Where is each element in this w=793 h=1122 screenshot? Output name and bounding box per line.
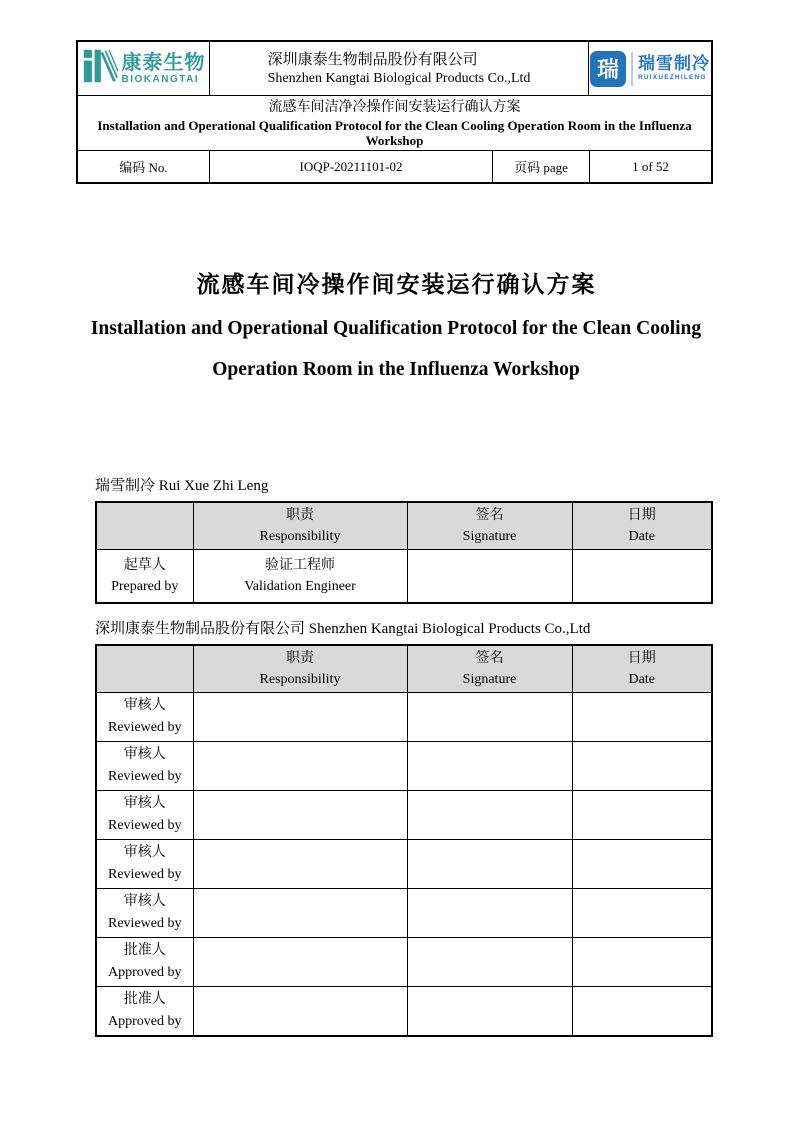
date-cell xyxy=(572,791,712,840)
date-cell xyxy=(572,987,712,1037)
kangtai-logo-en: BIOKANGTAI xyxy=(121,73,200,85)
responsibility-cell xyxy=(193,742,407,791)
kangtai-logo xyxy=(78,42,210,95)
role-cell: 审核人 Reviewed by xyxy=(96,840,193,889)
role-cell: 审核人 Reviewed by xyxy=(96,889,193,938)
kangtai-logo-zh: 康泰生物 xyxy=(121,51,206,74)
header-doc-title-en: Installation and Operational Qualification Protocol for the Clean Cooling Operation Room in the Influenza Workshop xyxy=(97,118,692,148)
responsibility-cell xyxy=(193,693,407,742)
signature-table-ruixue xyxy=(95,501,713,604)
main-title-zh: 流感车间冷操作间安装运行确认方案 xyxy=(196,272,597,297)
ruixue-logo-en: RUIXUEZHILENG xyxy=(638,74,707,82)
responsibility-cell xyxy=(193,791,407,840)
role-cell: 审核人 Reviewed by xyxy=(96,693,193,742)
table-header-row xyxy=(96,502,712,550)
signature-cell xyxy=(407,791,572,840)
date-cell xyxy=(572,840,712,889)
ruixue-logo-zh: 瑞雪制冷 xyxy=(638,54,710,74)
signature-cell xyxy=(407,742,572,791)
table-row-prepared-by xyxy=(96,550,712,604)
table-row-reviewed-by xyxy=(96,742,712,791)
role-cell: 批准人 Approved by xyxy=(96,938,193,987)
header-doc-title-row xyxy=(78,95,711,150)
page-number-label: 页码 page xyxy=(493,151,590,182)
responsibility-cell: 验证工程师 Validation Engineer xyxy=(193,550,407,604)
document-header xyxy=(76,40,713,184)
header-cell-date: 日期 Date xyxy=(572,645,712,693)
signature-cell xyxy=(407,550,572,604)
ruixue-logo-icon: 瑞 xyxy=(590,51,626,87)
signature-table-kangtai xyxy=(95,644,713,1037)
role-cell: 批准人 Approved by xyxy=(96,987,193,1037)
company-name-en: Shenzhen Kangtai Biological Products Co.,Ltd xyxy=(267,70,531,86)
date-cell xyxy=(572,550,712,604)
date-cell xyxy=(572,889,712,938)
header-cell-signature: 签名 Signature xyxy=(407,502,572,550)
header-cell-responsibility: 职责 Responsibility xyxy=(193,502,407,550)
table-row-reviewed-by xyxy=(96,840,712,889)
signature-cell xyxy=(407,840,572,889)
table-row-approved-by xyxy=(96,938,712,987)
header-cell-empty xyxy=(96,645,193,693)
section-caption-ruixue: 瑞雪制冷 Rui Xue Zhi Leng xyxy=(95,478,269,494)
table-row-reviewed-by xyxy=(96,889,712,938)
ruixue-logo-divider xyxy=(631,52,633,86)
table-header-row xyxy=(96,645,712,693)
signature-cell xyxy=(407,693,572,742)
responsibility-cell xyxy=(193,840,407,889)
responsibility-cell xyxy=(193,889,407,938)
main-title-en: Installation and Operational Qualification Protocol for the Clean Cooling Operation Room in the Influenza Workshop xyxy=(90,318,702,380)
date-cell xyxy=(572,938,712,987)
role-cell: 审核人 Reviewed by xyxy=(96,742,193,791)
table-row-reviewed-by xyxy=(96,791,712,840)
company-name-cell xyxy=(210,42,589,95)
role-cell: 起草人 Prepared by xyxy=(96,550,193,604)
date-cell xyxy=(572,693,712,742)
header-cell-signature: 签名 Signature xyxy=(407,645,572,693)
header-meta-row xyxy=(78,150,711,182)
responsibility-cell xyxy=(193,938,407,987)
doc-code-label: 编码 No. xyxy=(78,151,210,182)
header-cell-responsibility: 职责 Responsibility xyxy=(193,645,407,693)
doc-code-value: IOQP-20211101-02 xyxy=(210,151,493,182)
header-cell-empty xyxy=(96,502,193,550)
role-cell: 审核人 Reviewed by xyxy=(96,791,193,840)
responsibility-cell xyxy=(193,987,407,1037)
signature-cell xyxy=(407,938,572,987)
signature-cell xyxy=(407,987,572,1037)
ruixue-logo xyxy=(589,42,711,95)
header-top-row xyxy=(78,42,711,95)
table-row-reviewed-by xyxy=(96,693,712,742)
page-number-value: 1 of 52 xyxy=(632,158,669,174)
signature-cell xyxy=(407,889,572,938)
header-doc-title-zh: 流感车间洁净冷操作间安装运行确认方案 xyxy=(268,100,521,115)
date-cell xyxy=(572,742,712,791)
section-caption-kangtai: 深圳康泰生物制品股份有限公司 Shenzhen Kangtai Biological Products Co.,Ltd xyxy=(95,621,591,637)
header-cell-date: 日期 Date xyxy=(572,502,712,550)
table-row-approved-by xyxy=(96,987,712,1037)
kangtai-logo-icon xyxy=(82,48,118,89)
company-name-zh: 深圳康泰生物制品股份有限公司 xyxy=(267,51,478,68)
